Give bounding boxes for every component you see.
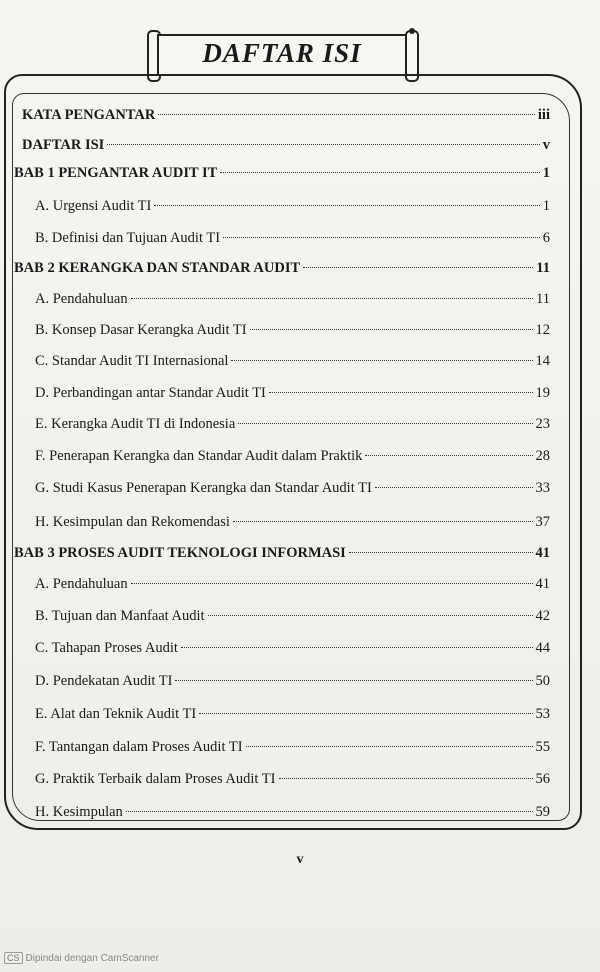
toc-entry-page: iii	[537, 107, 550, 123]
toc-section-entry[interactable]	[35, 320, 550, 340]
toc-entry-page: 55	[535, 739, 550, 755]
toc-section-entry[interactable]	[35, 351, 550, 371]
toc-entry-label: A. Pendahuluan	[35, 291, 128, 307]
dot-leader	[223, 237, 540, 238]
toc-entry-page: 41	[535, 576, 550, 592]
toc-section-entry[interactable]	[35, 383, 550, 403]
toc-chapter-entry[interactable]	[14, 163, 550, 183]
toc-entry-label: C. Tahapan Proses Audit	[35, 640, 178, 656]
toc-section-entry[interactable]	[35, 769, 550, 789]
toc-entry-page: v	[542, 137, 550, 153]
toc-entry-page: 50	[535, 673, 550, 689]
scanner-watermark	[4, 952, 159, 964]
dot-leader	[126, 811, 533, 812]
dot-leader	[375, 487, 533, 488]
banner-dot	[409, 28, 415, 34]
toc-entry-label: G. Praktik Terbaik dalam Proses Audit TI	[35, 771, 276, 787]
toc-section-entry[interactable]	[35, 446, 550, 466]
toc-entry-label: C. Standar Audit TI Internasional	[35, 353, 229, 369]
toc-entry-page: 59	[535, 804, 550, 820]
toc-section-entry[interactable]	[35, 638, 550, 658]
toc-entry-page: 41	[535, 545, 550, 561]
dot-leader	[349, 552, 533, 553]
dot-leader	[269, 392, 533, 393]
scanner-text: Dipindai dengan CamScanner	[25, 952, 159, 964]
toc-section-entry[interactable]	[35, 671, 550, 691]
camscanner-logo: CS	[4, 952, 23, 964]
toc-section-entry[interactable]	[35, 704, 550, 724]
toc-entry-label: DAFTAR ISI	[22, 137, 105, 153]
toc-section-entry[interactable]	[35, 606, 550, 626]
page-number: v	[296, 852, 304, 867]
toc-entry-page: 56	[535, 771, 550, 787]
toc-section-entry[interactable]	[35, 512, 550, 532]
toc-entry-label: H. Kesimpulan dan Rekomendasi	[35, 514, 230, 530]
toc-entry-page: 28	[535, 448, 550, 464]
toc-section-entry[interactable]	[35, 228, 550, 248]
toc-entry-page: 33	[535, 480, 550, 496]
dot-leader	[220, 172, 539, 173]
toc-entry-label: D. Perbandingan antar Standar Audit TI	[35, 385, 266, 401]
dot-leader	[303, 267, 533, 268]
toc-entry-page: 11	[536, 260, 550, 276]
dot-leader	[238, 423, 532, 424]
dot-leader	[246, 746, 533, 747]
toc-entry-page: 44	[535, 640, 550, 656]
toc-entry-page: 6	[542, 230, 550, 246]
toc-entry-label: BAB 1 PENGANTAR AUDIT IT	[14, 165, 218, 181]
toc-chapter-entry[interactable]	[22, 105, 550, 125]
toc-entry-page: 1	[542, 198, 550, 214]
toc-entry-label: G. Studi Kasus Penerapan Kerangka dan Standar Audit TI	[35, 480, 372, 496]
dot-leader	[208, 615, 533, 616]
toc-entry-label: B. Definisi dan Tujuan Audit TI	[35, 230, 221, 246]
toc-entry-page: 23	[535, 416, 550, 432]
toc-section-entry[interactable]	[35, 196, 550, 216]
dot-leader	[131, 583, 533, 584]
dot-leader	[154, 205, 539, 206]
toc-entry-page: 1	[542, 165, 550, 181]
toc-entry-label: KATA PENGANTAR	[22, 107, 156, 123]
toc-entry-label: A. Urgensi Audit TI	[35, 198, 152, 214]
toc-entry-page: 12	[535, 322, 550, 338]
page-title: DAFTAR ISI	[202, 38, 362, 68]
toc-entry-label: B. Konsep Dasar Kerangka Audit TI	[35, 322, 247, 338]
dot-leader	[250, 329, 533, 330]
title-banner	[147, 30, 417, 76]
toc-chapter-entry[interactable]	[22, 135, 550, 155]
toc-entry-label: E. Kerangka Audit TI di Indonesia	[35, 416, 236, 432]
dot-leader	[158, 114, 535, 115]
toc-entry-label: BAB 3 PROSES AUDIT TEKNOLOGI INFORMASI	[14, 545, 346, 561]
toc-entry-label: BAB 2 KERANGKA DAN STANDAR AUDIT	[14, 260, 301, 276]
dot-leader	[181, 647, 533, 648]
dot-leader	[365, 455, 532, 456]
toc-section-entry[interactable]	[35, 414, 550, 434]
toc-entry-page: 53	[535, 706, 550, 722]
dot-leader	[131, 298, 533, 299]
dot-leader	[175, 680, 532, 681]
toc-entry-page: 11	[536, 291, 550, 307]
toc-section-entry[interactable]	[35, 574, 550, 594]
dot-leader	[233, 521, 533, 522]
toc-entry-page: 42	[535, 608, 550, 624]
toc-entry-label: F. Tantangan dalam Proses Audit TI	[35, 739, 243, 755]
dot-leader	[231, 360, 532, 361]
toc-entry-page: 14	[535, 353, 550, 369]
toc-entry-label: E. Alat dan Teknik Audit TI	[35, 706, 197, 722]
toc-chapter-entry[interactable]	[14, 258, 550, 278]
toc-entry-page: 19	[535, 385, 550, 401]
dot-leader	[279, 778, 533, 779]
toc-chapter-entry[interactable]	[14, 543, 550, 563]
toc-section-entry[interactable]	[35, 737, 550, 757]
dot-leader	[199, 713, 532, 714]
toc-entry-label: H. Kesimpulan	[35, 804, 123, 820]
dot-leader	[107, 144, 539, 145]
toc-entry-label: A. Pendahuluan	[35, 576, 128, 592]
toc-entry-page: 37	[535, 514, 550, 530]
toc-entry-label: D. Pendekatan Audit TI	[35, 673, 173, 689]
toc-entry-label: F. Penerapan Kerangka dan Standar Audit dalam Praktik	[35, 448, 363, 464]
toc-entry-label: B. Tujuan dan Manfaat Audit	[35, 608, 205, 624]
toc-section-entry[interactable]	[35, 478, 550, 498]
toc-section-entry[interactable]	[35, 802, 550, 822]
toc-section-entry[interactable]	[35, 289, 550, 309]
